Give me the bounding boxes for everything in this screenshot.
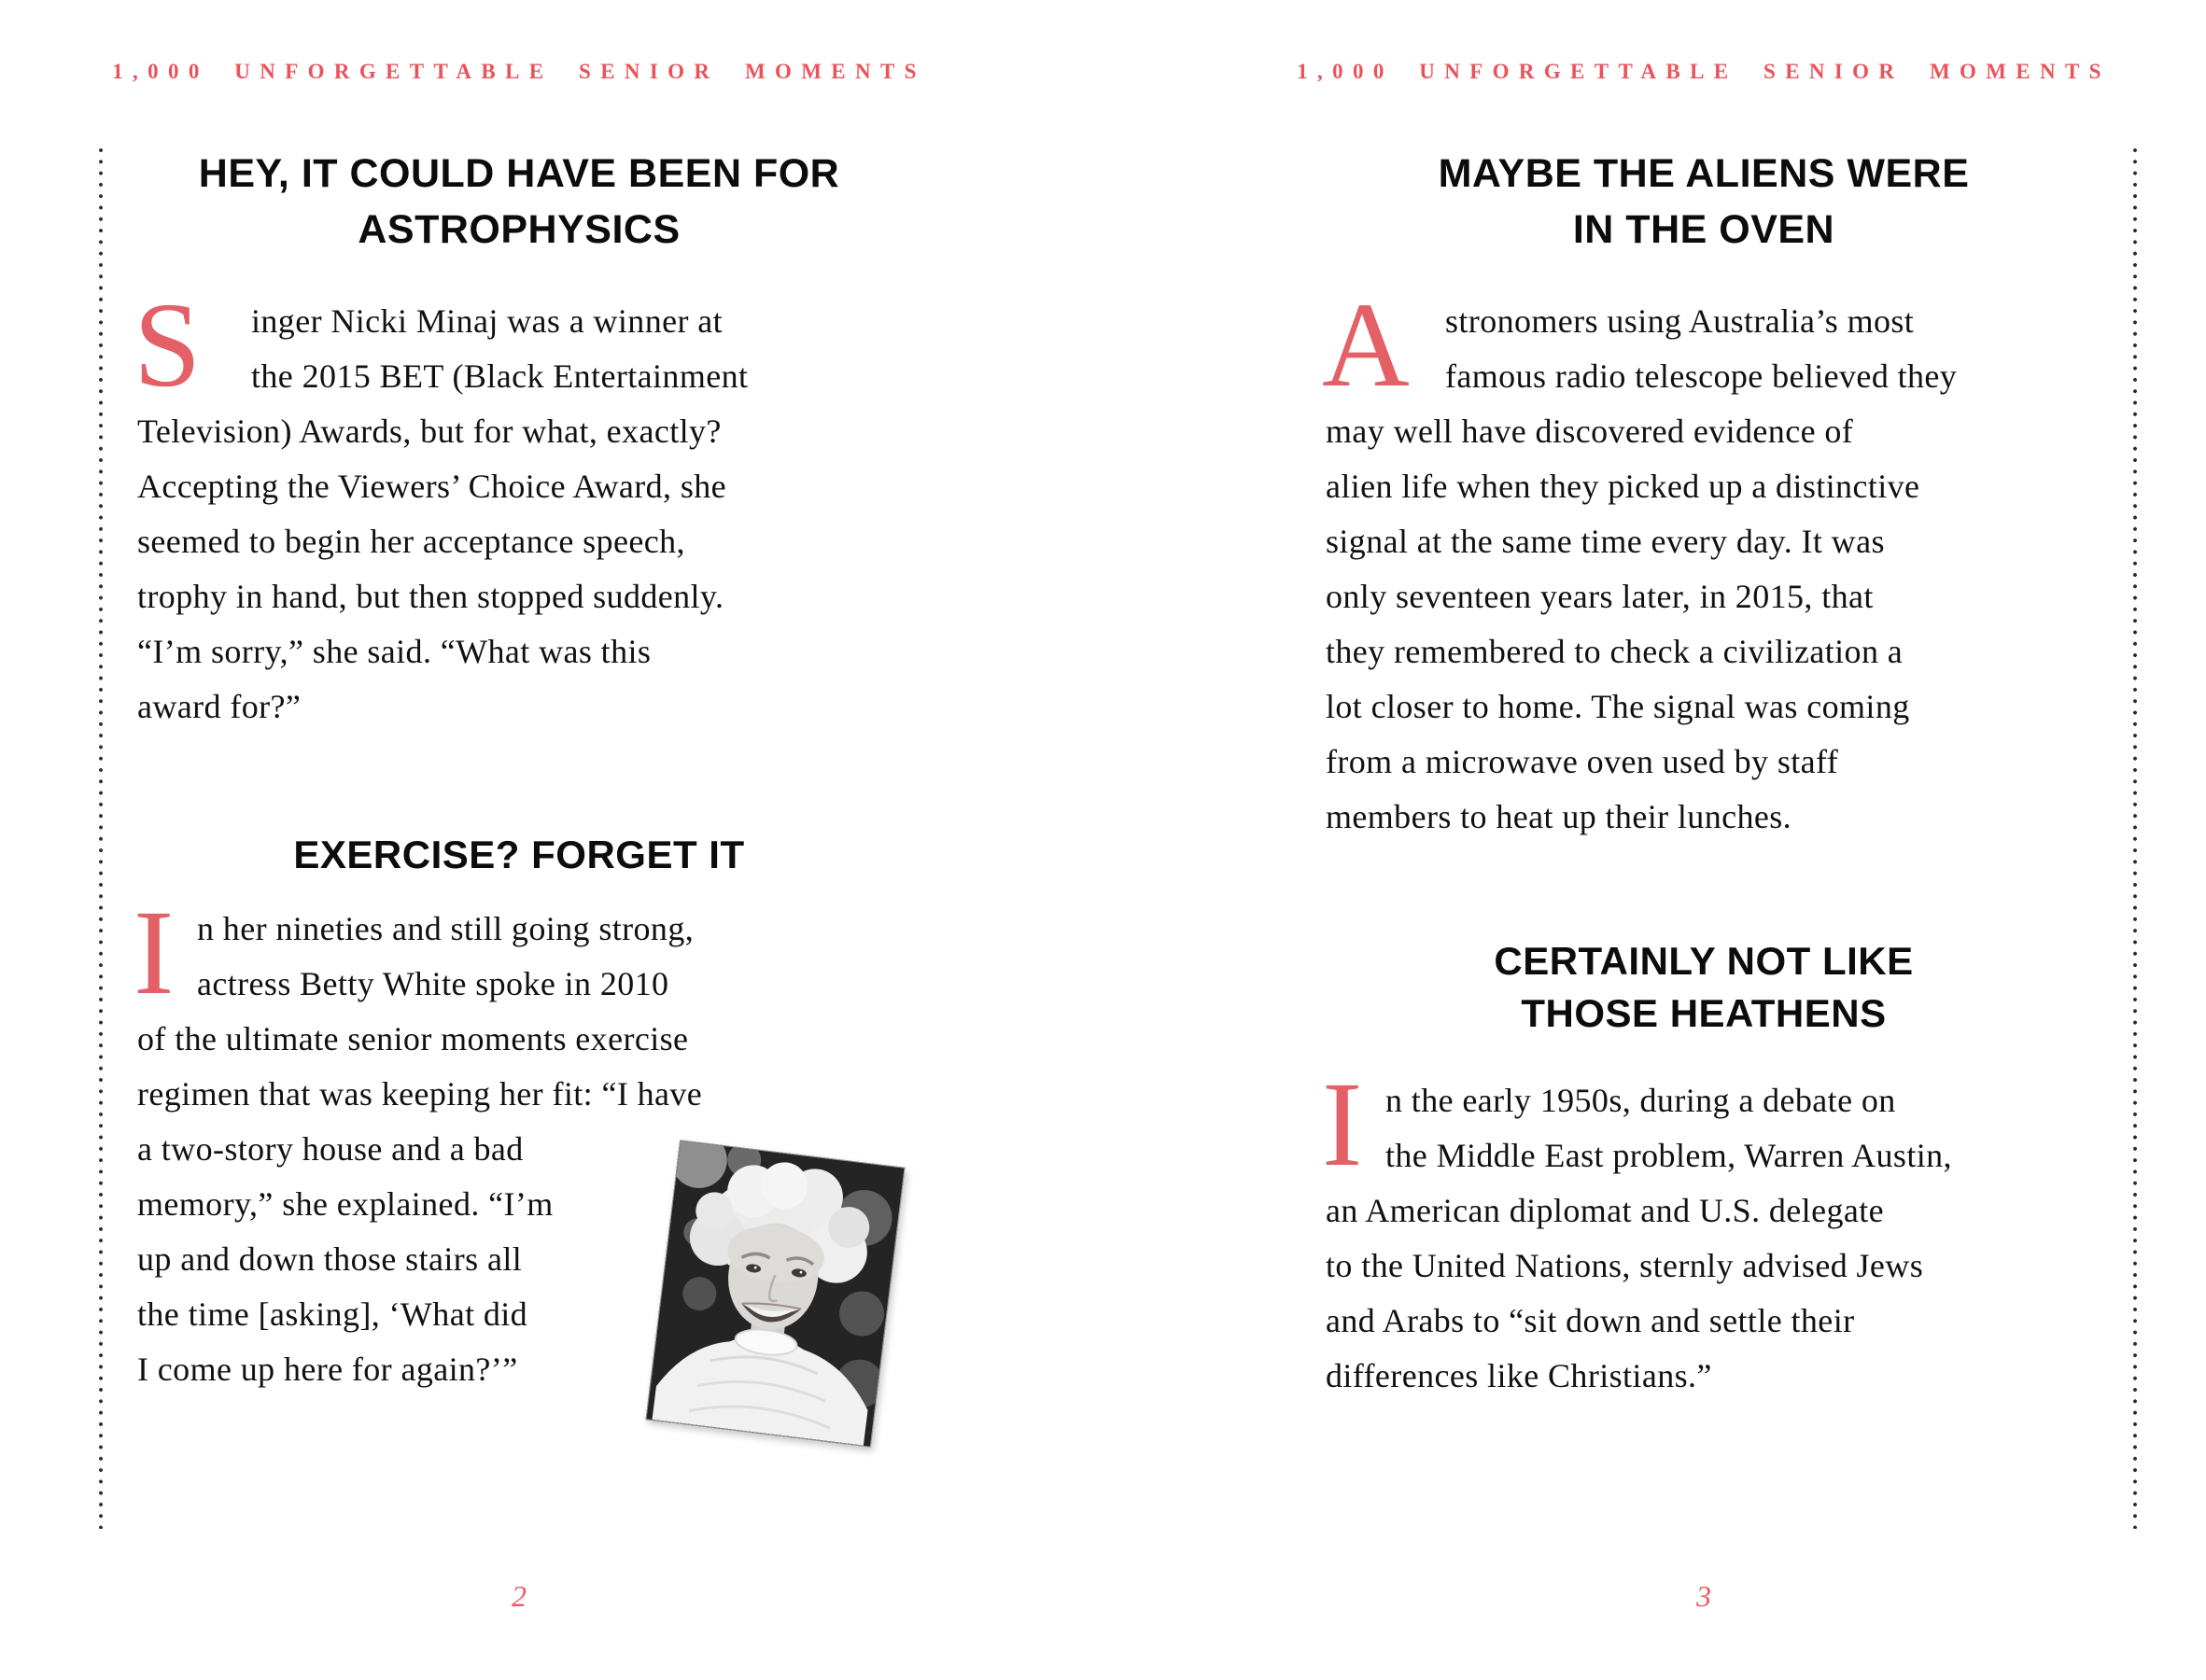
paragraph-lines bbox=[1326, 294, 2087, 845]
text-line: award for?” bbox=[137, 688, 302, 725]
text-line: alien life when they picked up a distinctive bbox=[1326, 468, 1920, 505]
text-line: they remembered to check a civilization a bbox=[1326, 633, 1904, 670]
text-line: members to heat up their lunches. bbox=[1326, 798, 1792, 835]
text-line: seemed to begin her acceptance speech, bbox=[137, 523, 685, 560]
text-line: inger Nicki Minaj was a winner at bbox=[251, 302, 724, 340]
page-number: 3 bbox=[1696, 1579, 1711, 1613]
running-head: 1,000 UNFORGETTABLE SENIOR MOMENTS bbox=[1297, 60, 2111, 83]
text-line: memory,” she explained. “I’m bbox=[137, 1185, 554, 1223]
text-line: famous radio telescope believed they bbox=[1445, 357, 1958, 395]
text-line: of the ultimate senior moments exercise bbox=[137, 1020, 689, 1057]
text-line: the 2015 BET (Black Entertainment bbox=[251, 357, 749, 395]
text-line: an American diplomat and U.S. delegate bbox=[1326, 1192, 1885, 1229]
text-line: a two-story house and a bad bbox=[137, 1130, 524, 1168]
text-line: may well have discovered evidence of bbox=[1326, 413, 1854, 450]
text-line: Television) Awards, but for what, exactly? bbox=[137, 413, 722, 450]
text-line: and Arabs to “sit down and settle their bbox=[1326, 1302, 1855, 1339]
text-line: to the United Nations, sternly advised Jews bbox=[1326, 1247, 1924, 1284]
story-heading bbox=[1326, 146, 2082, 258]
heading-line: HEY, IT COULD HAVE BEEN FOR bbox=[198, 151, 840, 196]
story-heading bbox=[1326, 935, 2082, 1040]
text-line: actress Betty White spoke in 2010 bbox=[197, 965, 669, 1002]
drop-cap: S bbox=[133, 278, 202, 413]
heading-line: CERTAINLY NOT LIKE bbox=[1494, 939, 1914, 983]
heading-line: EXERCISE? FORGET IT bbox=[293, 833, 745, 876]
text-line: signal at the same time every day. It was bbox=[1326, 523, 1885, 560]
heading-line: THOSE HEATHENS bbox=[1521, 991, 1887, 1035]
text-line: trophy in hand, but then stopped suddenly. bbox=[137, 578, 724, 615]
paragraph-lines bbox=[1326, 1073, 2087, 1404]
text-line: n her nineties and still going strong, bbox=[197, 910, 695, 947]
heading-line: IN THE OVEN bbox=[1572, 207, 1835, 252]
text-line: “I’m sorry,” she said. “What was this bbox=[137, 633, 652, 670]
text-line: n the early 1950s, during a debate on bbox=[1385, 1082, 1896, 1119]
story-paragraph bbox=[133, 278, 903, 735]
heading-line: ASTROPHYSICS bbox=[358, 207, 681, 252]
betty-white-photo-art bbox=[647, 1141, 905, 1446]
drop-cap: A bbox=[1322, 278, 1411, 413]
drop-cap: I bbox=[133, 886, 175, 1020]
story-heading bbox=[137, 146, 901, 258]
text-line: only seventeen years later, in 2015, that bbox=[1326, 578, 1874, 615]
text-line: the time [asking], ‘What did bbox=[137, 1295, 528, 1333]
right-page bbox=[1103, 0, 2206, 1680]
story-heading bbox=[137, 829, 901, 881]
paragraph-lines bbox=[137, 294, 903, 735]
page-number: 2 bbox=[512, 1579, 527, 1613]
story-paragraph bbox=[1322, 1057, 2087, 1404]
text-line: lot closer to home. The signal was coming bbox=[1326, 688, 1910, 725]
story-paragraph bbox=[1322, 278, 2087, 845]
betty-white-photo bbox=[646, 1140, 906, 1447]
text-line: differences like Christians.” bbox=[1326, 1357, 1712, 1394]
text-line: from a microwave oven used by staff bbox=[1326, 743, 1839, 780]
running-head: 1,000 UNFORGETTABLE SENIOR MOMENTS bbox=[112, 60, 926, 83]
text-line: stronomers using Australia’s most bbox=[1445, 302, 1915, 340]
heading-line: MAYBE THE ALIENS WERE bbox=[1438, 151, 1970, 196]
drop-cap: I bbox=[1322, 1057, 1363, 1192]
text-line: I come up here for again?’” bbox=[137, 1351, 518, 1388]
text-line: regimen that was keeping her fit: “I have bbox=[137, 1075, 703, 1113]
text-line: up and down those stairs all bbox=[137, 1240, 523, 1278]
text-line: the Middle East problem, Warren Austin, bbox=[1385, 1137, 1952, 1174]
text-line: Accepting the Viewers’ Choice Award, she bbox=[137, 468, 727, 505]
